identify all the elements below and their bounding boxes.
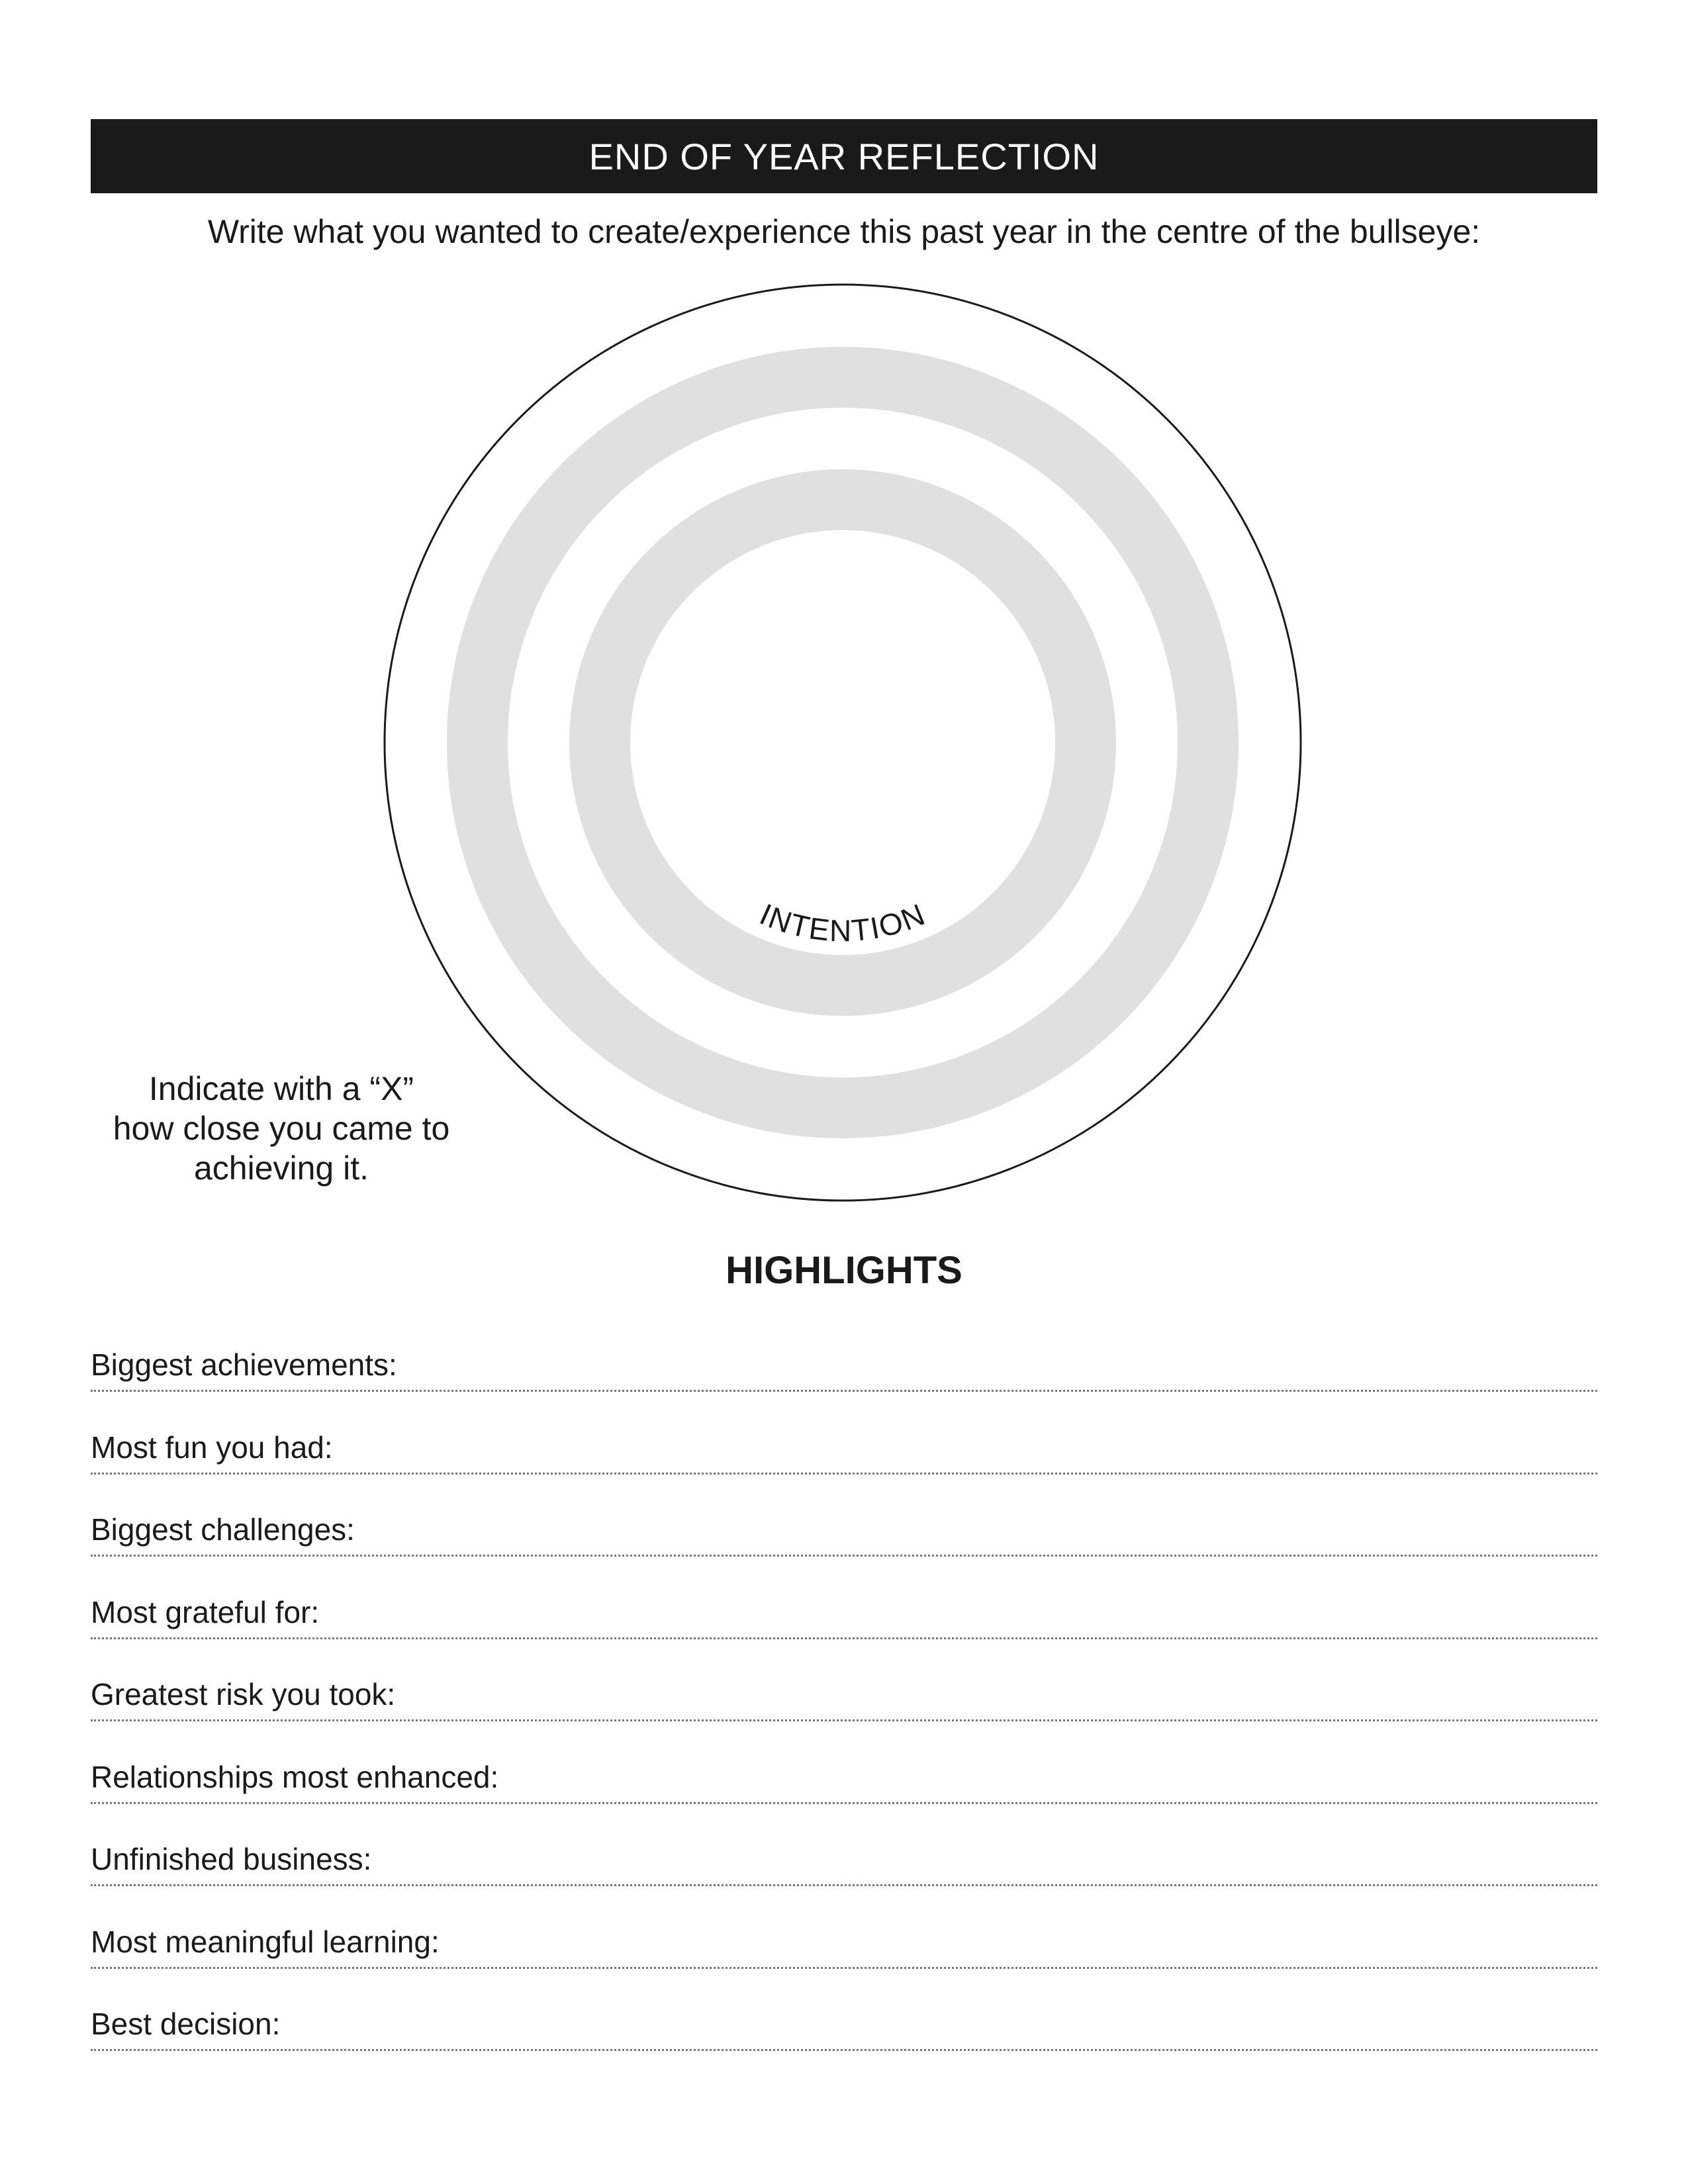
prompt-label: Most grateful for:	[91, 1594, 320, 1629]
answer-line[interactable]	[91, 1390, 1597, 1392]
bullseye-center[interactable]	[631, 531, 1055, 954]
answer-line[interactable]	[91, 1967, 1597, 1969]
page-title-bar	[91, 119, 1597, 193]
prompt-label: Most fun you had:	[91, 1430, 333, 1465]
prompt-most-fun[interactable]	[91, 1421, 1597, 1504]
x-mark-note-line: how close you came to	[113, 1110, 450, 1147]
x-mark-note	[83, 1069, 480, 1188]
bullseye-instruction: Write what you wanted to create/experience this past year in the centre of the bullseye:	[207, 213, 1481, 250]
prompt-label: Greatest risk you took:	[91, 1677, 396, 1711]
answer-line[interactable]	[91, 1637, 1597, 1639]
intention-label: INTENTION	[755, 896, 931, 948]
prompt-meaningful-learning[interactable]	[91, 1915, 1597, 1998]
prompt-greatest-risk[interactable]	[91, 1668, 1597, 1751]
prompt-label: Most meaningful learning:	[91, 1924, 440, 1959]
prompt-label: Biggest challenges:	[91, 1512, 355, 1547]
prompt-biggest-achievements[interactable]	[91, 1338, 1597, 1421]
answer-line[interactable]	[91, 1884, 1597, 1886]
bullseye-target[interactable]	[383, 283, 1303, 1203]
prompt-label: Unfinished business:	[91, 1842, 372, 1876]
prompt-unfinished-business[interactable]	[91, 1833, 1597, 1915]
prompt-relationships[interactable]	[91, 1751, 1597, 1833]
prompt-label: Best decision:	[91, 2007, 281, 2041]
answer-line[interactable]	[91, 2049, 1597, 2051]
prompt-most-grateful[interactable]	[91, 1586, 1597, 1668]
prompt-label: Relationships most enhanced:	[91, 1759, 499, 1794]
answer-line[interactable]	[91, 1719, 1597, 1721]
x-mark-note-line: Indicate with a “X”	[148, 1070, 414, 1107]
x-mark-note-line: achieving it.	[193, 1150, 369, 1187]
answer-line[interactable]	[91, 1802, 1597, 1804]
prompt-biggest-challenges[interactable]	[91, 1503, 1597, 1586]
page-title: END OF YEAR REFLECTION	[588, 135, 1100, 177]
prompt-label: Biggest achievements:	[91, 1347, 397, 1382]
answer-line[interactable]	[91, 1555, 1597, 1557]
highlights-prompt-list	[91, 1338, 1597, 2080]
prompt-best-decision[interactable]	[91, 1997, 1597, 2080]
answer-line[interactable]	[91, 1473, 1597, 1475]
highlights-heading: HIGHLIGHTS	[726, 1249, 962, 1292]
